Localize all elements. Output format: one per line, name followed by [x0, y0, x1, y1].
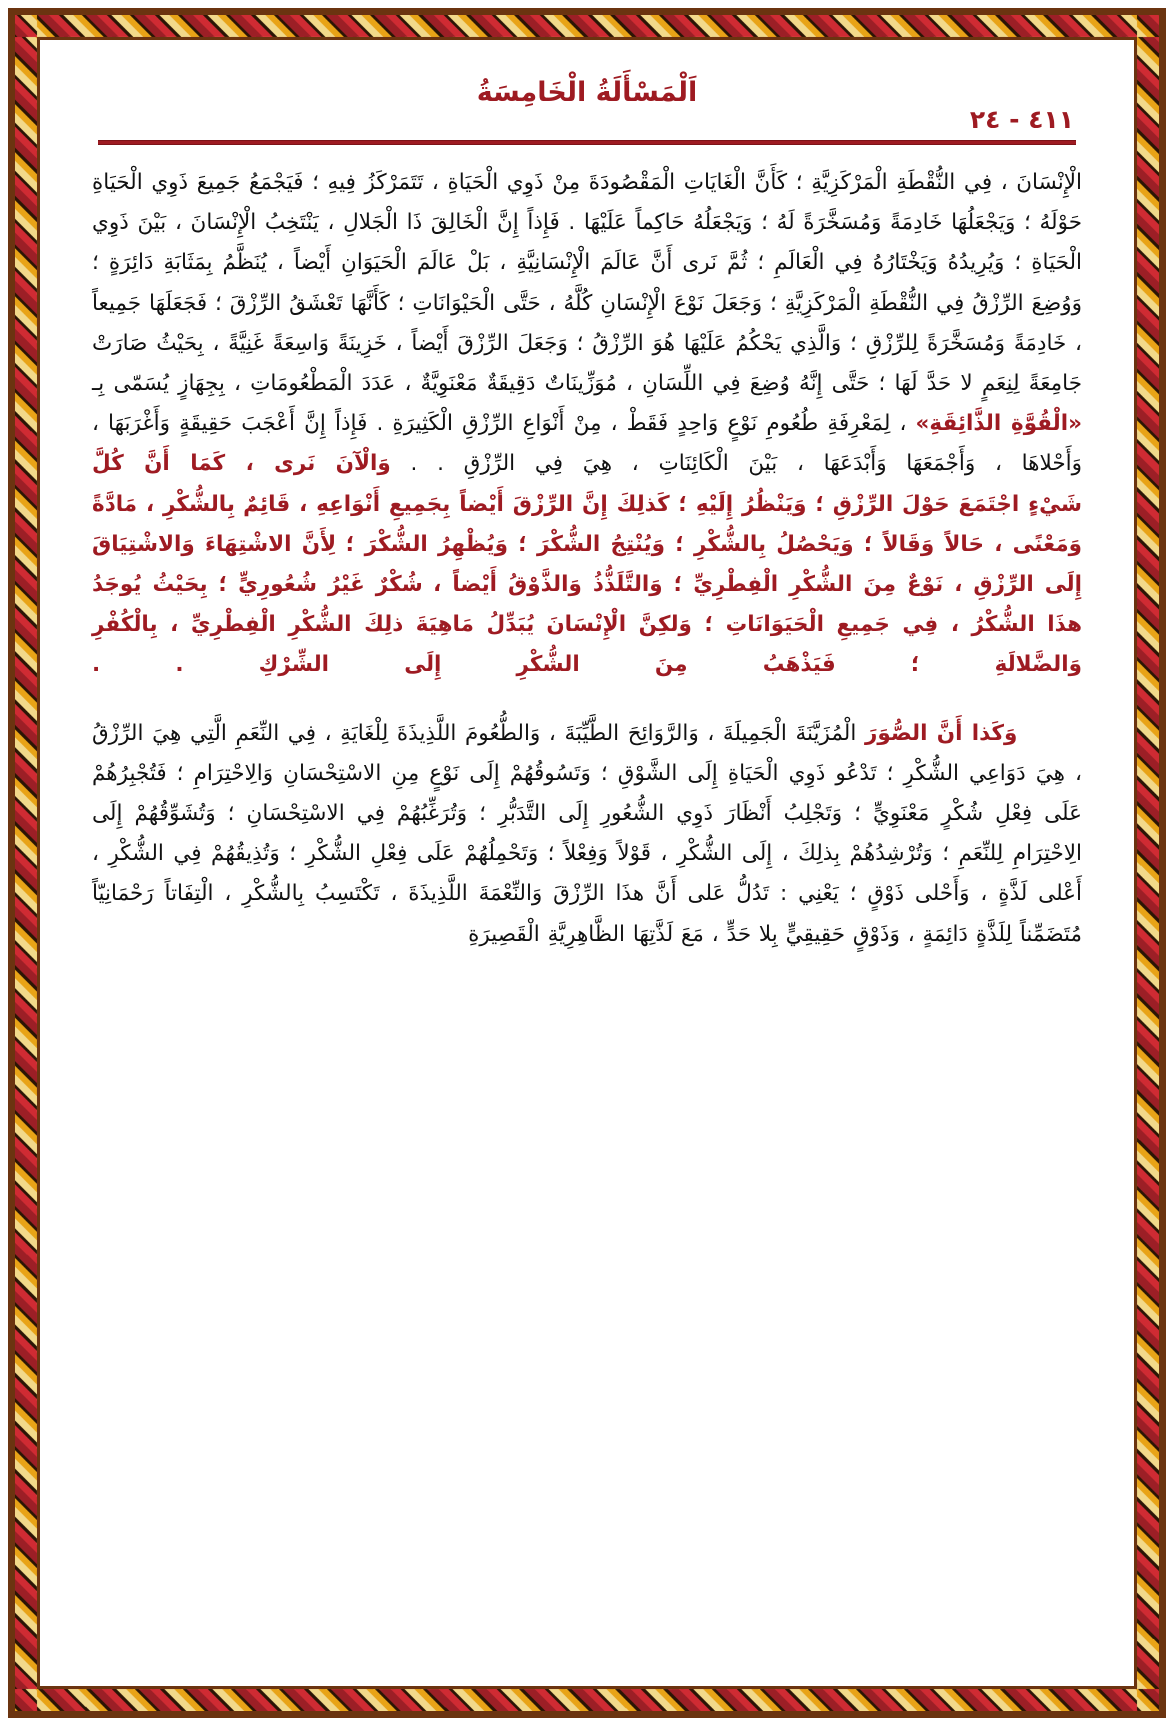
page-title: اَلْمَسْأَلَةُ الْخَامِسَةُ: [476, 77, 698, 108]
red-block-line-6: يُبَدِّلُ مَاهِيَةَ ذلِكَ الشُّكْرِ الْفِطْرِيِّ ، بِالْكُفْرِ وَالضَّلالَةِ ؛ فَيَذْهَبُ مِنَ الشُّكْرِ إِلَى الشِّرْكِ . .: [92, 612, 1082, 678]
paragraph-red-block: [92, 485, 1082, 686]
red-block-line-3: بِالشُّكْرِ ، مَادَّةً وَمَعْنًى ، حَالاً وَقَالاً ؛ وَيَحْصُلُ بِالشُّكْرِ ؛ وَيُنْتِجُ الشُّكْرَ ؛ وَيُظْهِرُ الشُّكْرَ ؛: [92, 491, 1082, 557]
paragraph-1-continued-text: ، لِمَعْرِفَةِ طُعُومِ نَوْعٍ وَاحِدٍ فَقَطْ ، مِنْ أَنْوَاعِ الرِّزْقِ الْكَثِيرَةِ . فَإِذاً إِنَّ أَعْجَبَ حَقِيقَةٍ وَأَغْرَبَهَا ، وَأَحْلاهَا ، وَأَجْمَعَهَا وَأَبْدَعَهَا ، بَيْنَ الْكَائِنَاتِ ، هِيَ فِي الرِّزْقِ . .: [92, 411, 1082, 477]
page-frame-inner: [37, 37, 1137, 1689]
paragraph-opening: [92, 163, 1082, 485]
page-number: ٤١١ - ٢٤: [969, 105, 1074, 134]
page-header: [86, 74, 1088, 136]
red-block-line-5: شُكْرٌ غَيْرُ شُعُورِيٍّ ؛ بِحَيْثُ يُوجَدُ هذَا الشُّكْرُ ، فِي جَمِيعِ الْحَيَوَانَاتِ ؛ وَلكِنَّ الْإِنْسَانَ: [92, 572, 1082, 638]
header-divider-rule: [98, 140, 1076, 145]
paragraph-1-text: الْإِنْسَانَ ، فِي النُّقْطَةِ الْمَرْكَزِيَّةِ ؛ كَأَنَّ الْغَايَاتِ الْمَقْصُودَةَ مِنْ ذَوِي الْحَيَاةِ ، تَتَمَرْكَزُ فِيهِ ؛ فَيَجْمَعُ جَمِيعَ ذَوِي الْحَيَاةِ حَوْلَهُ ؛ وَيَجْعَلُهَا خَادِمَةً وَمُسَخَّرَةً لَهُ ؛ وَيَجْعَلُهُ حَاكِماً عَلَيْهَا . فَإِذاً إِنَّ الْخَالِقَ ذَا الْجَلالِ ، يَنْتَخِبُ الْإِنْسَانَ ، بَيْنَ ذَوِي الْحَيَاةِ ؛ وَيُرِيدُهُ وَيَخْتَارُهُ فِي الْعَالَمِ ؛ ثُمَّ نَرى أَنَّ عَالَمَ الْإِنْسَانِيَّةِ ، بَلْ عَالَمَ الْحَيَوَانِ أَيْضاً ، يُنَظَّمُ بِمَثَابَةِ دَائِرَةٍ ؛ وَوُضِعَ الرِّزْقُ فِي النُّقْطَةِ الْمَرْكَزِيَّةِ ؛ وَجَعَلَ نَوْعَ الْإِنْسَانِ كُلَّهُ ، حَتَّى الْحَيْوَانَاتِ ؛ كَأَنَّهَا تَعْشَقُ الرِّزْقَ ؛ فَجَعَلَهَا جَمِيعاً ، خَادِمَةً وَمُسَخَّرَةً لِلرِّزْقِ ؛ وَالَّذِي يَحْكُمُ عَلَيْهَا هُوَ الرِّزْقُ ؛ وَجَعَلَ الرِّزْقَ أَيْضاً ، خَزِينَةً وَاسِعَةً غَنِيَّةً ، بِحَيْثُ صَارَتْ جَامِعَةً لِنِعَمٍ لا حَدَّ لَهَا ؛ حَتَّى إِنَّهُ وُضِعَ فِي اللِّسَانِ ، مُوَزِّينَاتٌ دَقِيقَةٌ مَعْنَوِيَّةٌ ، عَدَدَ الْمَطْعُومَاتِ ، بِجِهَازٍ يُسَمّى بِـ: [92, 170, 1082, 397]
body-text-container: [86, 163, 1088, 955]
ornamental-braid-border: [15, 15, 1159, 1711]
page-frame-outer: [8, 8, 1166, 1718]
paragraph-spacer: [92, 686, 1082, 714]
paragraph-3-red-opening: وَكَذا أَنَّ الصُّوَرَ: [864, 720, 1018, 746]
red-block-line-2: شَيْءٍ اجْتَمَعَ حَوْلَ الرِّزْقِ ؛ وَيَنْظُرُ إِلَيْهِ ؛ كَذلِكَ إِنَّ الرِّزْقَ أَيْضاً بِجَمِيعِ أَنْوَاعِهِ ، قَائِمٌ: [243, 491, 1082, 517]
red-block-line-1: وَالْآنَ نَرى ، كَمَا أَنَّ كُلَّ: [92, 451, 391, 477]
paragraph-3-black-text: الْمُزَيَّنَةَ الْجَمِيلَةَ ، وَالرَّوَائِحَ الطَّيِّبَةَ ، وَالطُّعُومَ اللَّذِيذَةَ لِلْغَايَةِ ، فِي النِّعَمِ الَّتِي هِيَ الرِّزْقُ ، هِيَ دَوَاعِي الشُّكْرِ ؛ تَدْعُو ذَوِي الْحَيَاةِ إِلَى الشَّوْقِ ؛ وَتَسُوقُهُمْ إِلَى نَوْعٍ مِنِ الاسْتِحْسَانِ وَالِاحْتِرَامِ ؛ فَتُجْبِرُهُمْ عَلَى فِعْلِ شُكْرٍ مَعْنَوِيٍّ ؛ وَتَجْلِبُ أَنْظَارَ ذَوِي الشُّعُورِ إِلَى التَّدَبُّرِ ؛ وَتُرَغِّبُهُمْ فِي الاسْتِحْسَانِ ؛ وَتُشَوِّقُهُمْ إِلَى الِاحْتِرَامِ لِلنِّعَمِ ؛ وَتُرْشِدُهُمْ بِذلِكَ ، إِلَى الشُّكْرِ ، قَوْلاً وَفِعْلاً ؛ وَتَحْمِلُهُمْ عَلَى فِعْلِ الشُّكْرِ ؛ وَتُذِيقُهُمْ فِي الشُّكْرِ ، أَعْلى لَذَّةٍ ، وَأَحْلى ذَوْقٍ ؛ يَعْنِي : تَدُلُّ عَلى أَنَّ هذَا الرِّزْقَ وَالنِّعْمَةَ اللَّذِيذَةَ ، تَكْتَسِبُ بِالشُّكْرِ ، الْتِفَاتاً رَحْمَانِيّاً مُتَضَمِّناً لِلَذَّةٍ دَائِمَةٍ ، وَذَوْقٍ حَقِيقِيٍّ بِلا حَدٍّ ، مَعَ لَذَّتِهَا الظَّاهِرِيَّةِ الْقَصِيرَةِ: [92, 720, 1082, 947]
page-content: [40, 40, 1134, 1686]
paragraph-final: [92, 714, 1082, 955]
red-block-line-4: لِأَنَّ الاشْتِهَاءَ وَالاشْتِيَاقَ إِلَى الرِّزْقِ ، نَوْعٌ مِنَ الشُّكْرِ الْفِطْرِيِّ ؛ وَالتَّلَذُّذُ وَالذَّوْقُ أَيْضاً ،: [92, 531, 1082, 598]
inline-red-phrase-quwwa-dhaiqa: «الْقُوَّةِ الذَّائِقَةِ»: [915, 411, 1082, 437]
